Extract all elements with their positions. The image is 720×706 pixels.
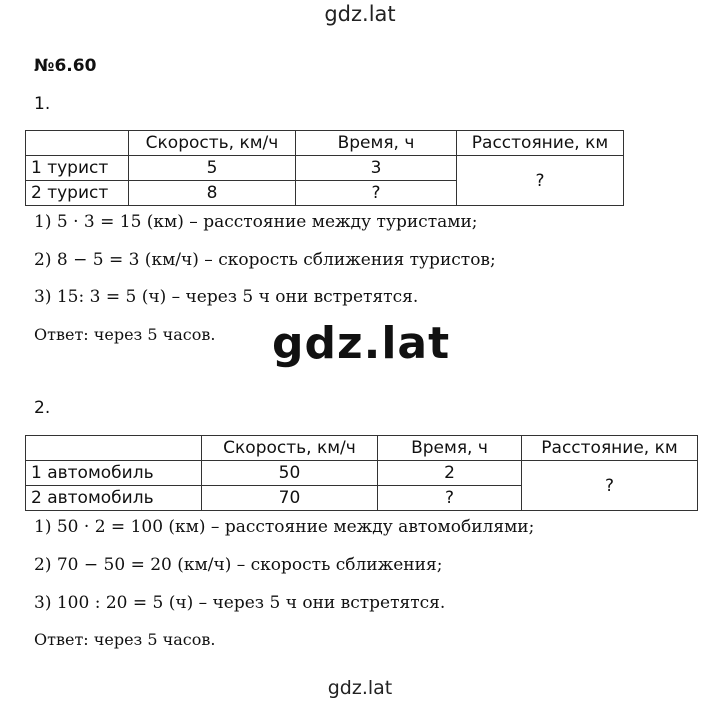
solution-step: 1) 50 · 2 = 100 (км) – расстояние между автомобилями;	[34, 517, 535, 537]
row-name: 1 автомобиль	[26, 461, 202, 486]
header-cell-speed: Скорость, км/ч	[202, 436, 378, 461]
row-speed: 5	[129, 156, 296, 181]
answer-line: Ответ: через 5 часов.	[34, 325, 216, 344]
row-time: ?	[296, 181, 457, 206]
solution-step: 3) 100 : 20 = 5 (ч) – через 5 ч они встретятся.	[34, 593, 446, 613]
solution-step: 1) 5 · 3 = 15 (км) – расстояние между туристами;	[34, 212, 478, 232]
part2-label: 2.	[34, 398, 51, 418]
solution-step: 2) 70 − 50 = 20 (км/ч) – скорость сближения;	[34, 555, 443, 575]
row-name: 2 автомобиль	[26, 486, 202, 511]
header-cell-distance: Расстояние, км	[457, 131, 624, 156]
part2-table	[25, 435, 698, 511]
row-time: 2	[378, 461, 522, 486]
distance-cell: ?	[522, 461, 698, 511]
part1-table	[25, 130, 624, 206]
header-cell-time: Время, ч	[296, 131, 457, 156]
distance-cell: ?	[457, 156, 624, 206]
header-cell-empty	[26, 436, 202, 461]
table-header-row	[26, 131, 624, 156]
watermark-middle: gdz.lat	[272, 318, 451, 369]
row-speed: 8	[129, 181, 296, 206]
task-number: №6.60	[34, 56, 97, 76]
solution-step: 2) 8 − 5 = 3 (км/ч) – скорость сближения туристов;	[34, 250, 496, 270]
row-speed: 50	[202, 461, 378, 486]
part1-label: 1.	[34, 94, 51, 114]
row-time: 3	[296, 156, 457, 181]
row-name: 2 турист	[26, 181, 129, 206]
header-cell-speed: Скорость, км/ч	[129, 131, 296, 156]
table-row	[26, 156, 624, 181]
row-time: ?	[378, 486, 522, 511]
header-cell-time: Время, ч	[378, 436, 522, 461]
answer-line: Ответ: через 5 часов.	[34, 630, 216, 649]
solution-step: 3) 15: 3 = 5 (ч) – через 5 ч они встретятся.	[34, 287, 419, 307]
watermark-bottom: gdz.lat	[327, 677, 393, 699]
table-header-row	[26, 436, 698, 461]
row-name: 1 турист	[26, 156, 129, 181]
table-row	[26, 461, 698, 486]
header-cell-empty	[26, 131, 129, 156]
row-speed: 70	[202, 486, 378, 511]
watermark-top: gdz.lat	[324, 2, 396, 26]
header-cell-distance: Расстояние, км	[522, 436, 698, 461]
